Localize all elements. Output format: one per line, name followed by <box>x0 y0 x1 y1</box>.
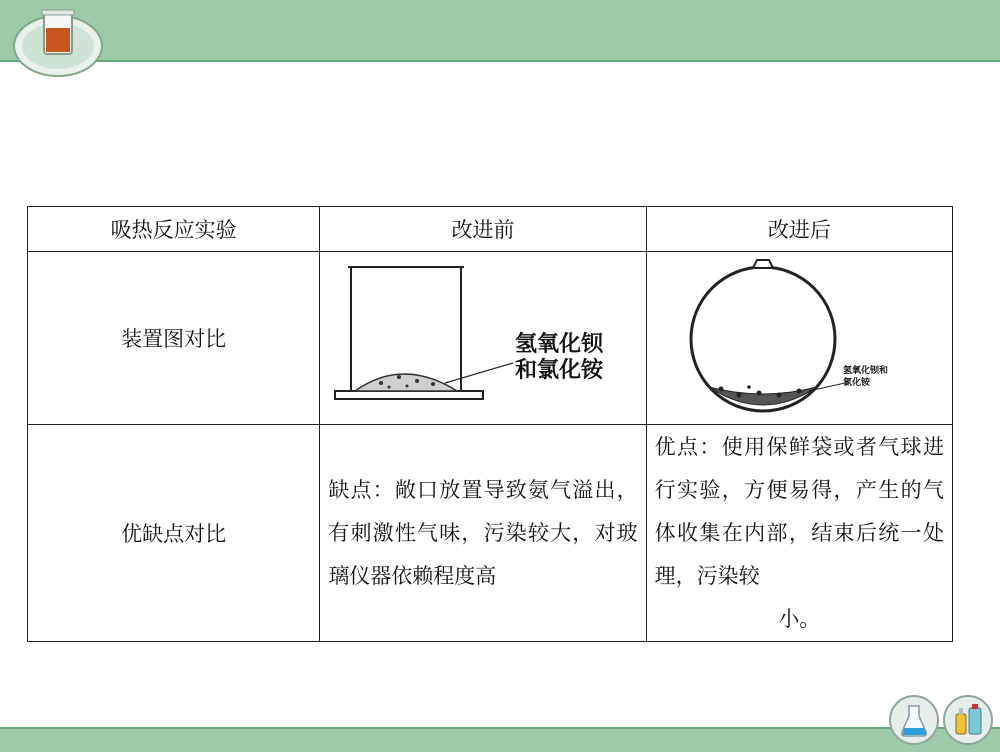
table-row-device <box>28 252 953 425</box>
header-experiment: 吸热反应实验 <box>28 207 320 252</box>
after-chem-label-1: 氢氧化钡和 <box>843 365 889 376</box>
before-pros-cons-text: 缺点：敞口放置导致氨气溢出，有刺激性气味，污染较大，对玻璃仪器依赖程度高 <box>328 477 638 588</box>
before-device-cell <box>320 252 646 425</box>
flask-icon <box>888 694 940 746</box>
bottles-icon <box>942 694 994 746</box>
balloon-diagram <box>649 253 949 419</box>
header-before: 改进前 <box>320 207 646 252</box>
footer-band <box>0 727 1000 752</box>
before-text-cell <box>320 425 646 642</box>
after-device-cell <box>646 252 952 425</box>
after-chem-label-2: 氯化铵 <box>843 377 871 388</box>
after-pros-cons-text: 优点：使用保鲜袋或者气球进行实验，方便易得，产生的气体收集在内部，结束后统一处理，污染较 <box>654 434 944 588</box>
device-row-label: 装置图对比 <box>28 252 320 425</box>
beaker-diagram <box>323 253 643 419</box>
beaker-icon <box>10 4 106 80</box>
pros-cons-row-label: 优缺点对比 <box>28 425 320 642</box>
table-row-pros-cons <box>28 425 953 642</box>
header-band <box>0 0 1000 62</box>
after-pros-cons-tail: 小。 <box>778 606 821 631</box>
table-header-row <box>28 207 953 252</box>
header-after: 改进后 <box>646 207 952 252</box>
before-chem-label-2: 和氯化铵 <box>514 357 603 383</box>
before-chem-label-1: 氢氧化钡 <box>514 331 603 357</box>
comparison-table <box>27 206 953 642</box>
after-text-cell <box>646 425 952 642</box>
